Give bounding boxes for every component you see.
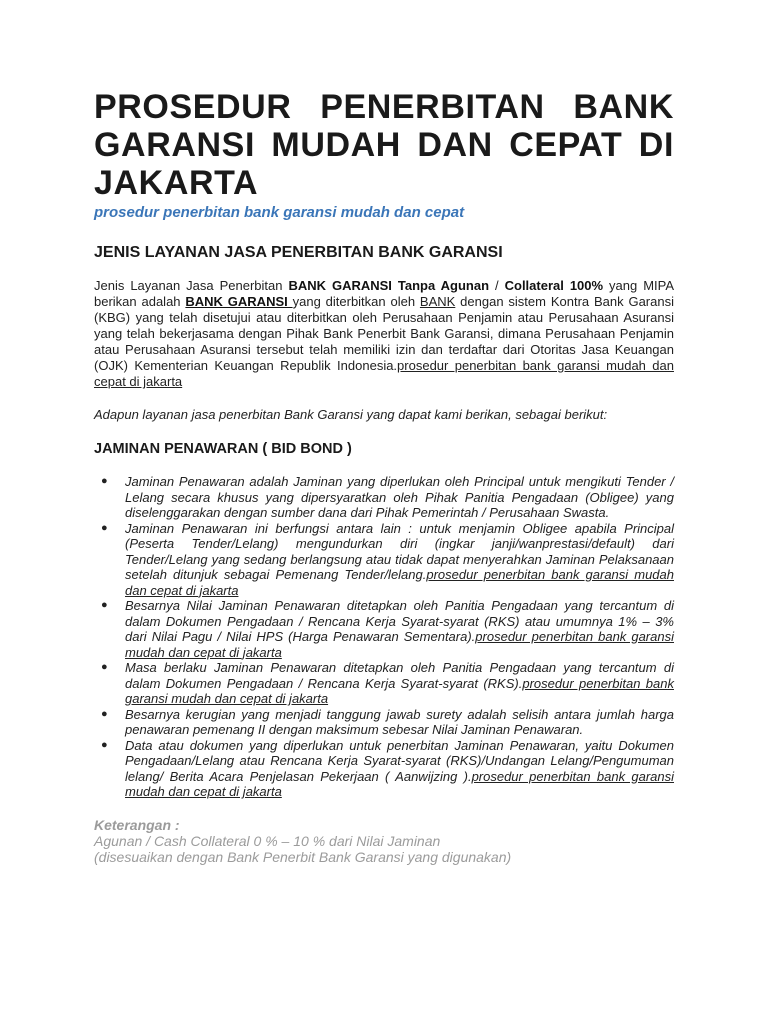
keterangan-block: [94, 817, 674, 865]
intro-bold-collateral: Collateral 100%: [504, 278, 604, 293]
list-item-text: Jaminan Penawaran adalah Jaminan yang diperlukan oleh Principal untuk mengikuti Tender / Lelang secara khusus yang dipersyaratkan oleh Pihak Panitia Pengadaan (Obligee) yang diselenggarakan dengan sumber dana dari Pihak Pemerintah / Perusahaan Swasta.: [125, 474, 674, 520]
bullet-icon: ●: [101, 475, 108, 487]
intro-bold-bank-garansi: BANK GARANSI Tanpa Agunan: [288, 278, 490, 293]
services-line: Adapun layanan jasa penerbitan Bank Garansi yang dapat kami berikan, sebagai berikut:: [94, 407, 608, 422]
bullet-icon: ●: [101, 599, 108, 611]
intro-text: dengan sistem Kontra Bank Garansi (KBG) yang telah disetujui atau diterbitkan oleh Perusahaan Penjamin atau Perusahaan Asuransi yang telah bekerjasama dengan Pihak Bank Penerbit Bank Garansi, dimana Perusahaan Penjamin atau Perusahaan Asuransi tersebut telah memiliki izin dan terdaftar dari Otoritas Jasa Keuangan (OJK) Kementerian Keuangan Republik Indonesia.: [94, 294, 674, 373]
list-item-text: Data atau dokumen yang diperlukan untuk penerbitan Jaminan Penawaran, yaitu Dokumen Pengadaan/Lelang atau Rencana Kerja Syarat-syarat (RKS)/Undangan Lelang/Pengumuman lelang/ Berita Acara Penjelasan Pekerjaan ( Aanwijzing ).: [125, 737, 674, 784]
keterangan-line-2: (disesuaikan dengan Bank Penerbit Bank Garansi yang digunakan): [94, 848, 512, 865]
bullet-icon: ●: [101, 661, 108, 673]
intro-link[interactable]: prosedur penerbitan bank garansi mudah dan cepat di jakarta: [94, 358, 674, 389]
list-item: [94, 521, 674, 599]
list-item: [94, 707, 674, 738]
keterangan-line-1: Agunan / Cash Collateral 0 % – 10 % dari Nilai Jaminan: [94, 832, 441, 849]
list-item-link[interactable]: prosedur penerbitan bank garansi mudah dan cepat di jakarta: [125, 675, 674, 706]
section-heading: JENIS LAYANAN JASA PENERBITAN BANK GARANSI: [94, 244, 503, 261]
bid-bond-heading: JAMINAN PENAWARAN ( BID BOND ): [94, 441, 352, 457]
intro-paragraph: [94, 278, 674, 390]
document-title: PROSEDUR PENERBITAN BANK GARANSI MUDAH DAN CEPAT DI JAKARTA: [94, 88, 674, 202]
list-item-text: Besarnya kerugian yang menjadi tanggung jawab surety adalah selisih antara jumlah harga penawaran pemenang II dengan maksimum sebesar Nilai Jaminan Penawaran.: [125, 706, 674, 737]
list-item-text: Jaminan Penawaran ini berfungsi antara lain : untuk menjamin Obligee apabila Principal (Peserta Tender/Lelang) mengundurkan diri (ingkar janji/wanprestasi/default) dari Tender/Lelang yang sedang berlangsung atau tidak dapat menyerahkan Jaminan Pelaksanaan setelah ditunjuk sebagai Pemenang Tender/lelang.: [125, 520, 674, 582]
list-item-text: Besarnya Nilai Jaminan Penawaran ditetapkan oleh Panitia Pengadaan yang tercantum di dalam Dokumen Pengadaan / Rencana Kerja Syarat-syarat (RKS) atau umumnya 1% – 3% dari Nilai Pagu / Nilai HPS (Harga Penawaran Sementara).: [125, 598, 674, 644]
intro-text: yang MIPA berikan adalah: [94, 278, 675, 309]
keterangan-label: Keterangan :: [94, 816, 180, 833]
bullet-icon: ●: [101, 738, 108, 751]
list-item: [94, 598, 674, 660]
bullet-icon: ●: [101, 521, 108, 534]
intro-text: Jenis Layanan Jasa Penerbitan: [94, 278, 289, 293]
list-item: [94, 474, 674, 521]
list-item-link[interactable]: prosedur penerbitan bank garansi mudah dan cepat di jakarta: [125, 567, 674, 598]
list-item-text: Masa berlaku Jaminan Penawaran ditetapkan oleh Panitia Pengadaan yang tercantum di dalam Dokumen Pengadaan / Rencana Kerja Syarat-syarat (RKS).: [125, 660, 674, 691]
intro-text: yang diterbitkan oleh: [292, 294, 420, 309]
list-item-link[interactable]: prosedur penerbitan bank garansi mudah dan cepat di jakarta: [125, 629, 674, 660]
list-item-link[interactable]: prosedur penerbitan bank garansi mudah dan cepat di jakarta: [125, 768, 674, 799]
intro-text: /: [489, 278, 505, 293]
list-item: [94, 738, 674, 800]
list-item: [94, 660, 674, 707]
document-subtitle: prosedur penerbitan bank garansi mudah dan cepat: [94, 204, 465, 221]
intro-bold-bank-garansi-2: BANK GARANSI: [185, 294, 293, 309]
bullet-icon: ●: [101, 707, 108, 720]
bank-link[interactable]: BANK: [419, 294, 456, 309]
bid-bond-list: [94, 474, 674, 800]
